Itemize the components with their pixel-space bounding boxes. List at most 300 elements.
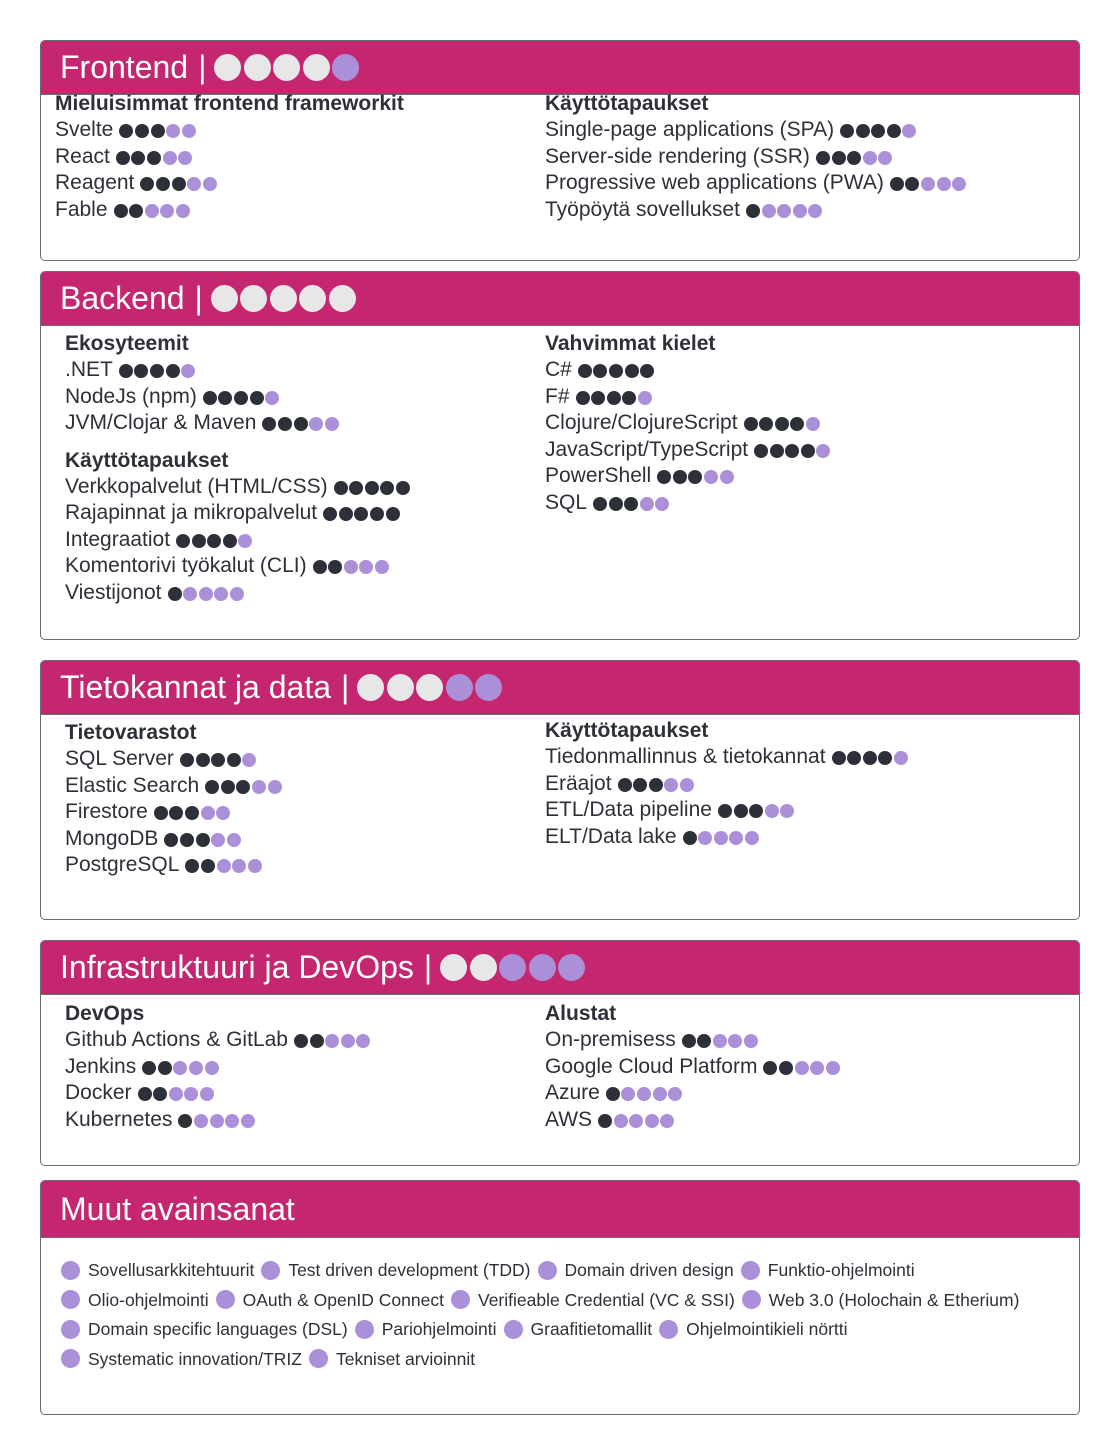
skill-label: On-premisess (545, 1028, 676, 1051)
keyword-bullet-icon (261, 1261, 280, 1280)
rating-dot-empty (863, 151, 877, 165)
rating-dot-filled (754, 444, 768, 458)
skill-item (65, 527, 412, 554)
rating-dot-empty (921, 177, 935, 191)
skill-rating (294, 1034, 372, 1048)
rating-dot-filled (763, 1061, 777, 1075)
rating-dot-filled (185, 859, 199, 873)
rating-dot-filled (169, 806, 183, 820)
keyword-list (61, 1257, 1061, 1375)
keyword-bullet-icon (61, 1261, 80, 1280)
keyword-item (309, 1346, 475, 1372)
skill-rating (138, 1087, 216, 1101)
keyword-bullet-icon (355, 1320, 374, 1339)
rating-dot-filled (294, 417, 308, 431)
rating-dot-filled (299, 285, 326, 312)
card-title: Frontend (60, 49, 189, 85)
skill-rating (142, 1061, 220, 1075)
skill-rating (840, 124, 918, 138)
skill-label: Google Cloud Platform (545, 1054, 758, 1078)
group-title: DevOps (65, 1002, 145, 1025)
rating-dot-empty (816, 444, 830, 458)
rating-dot-filled (863, 751, 877, 765)
rating-dot-empty (637, 1087, 651, 1101)
rating-dot-filled (244, 54, 271, 81)
rating-dot-filled (790, 417, 804, 431)
card-title: Tietokannat ja data (60, 669, 331, 705)
rating-dot-empty (655, 497, 669, 511)
card-header (41, 661, 1079, 715)
column-0 (65, 719, 283, 879)
skill-rating (618, 778, 696, 792)
rating-dot-filled (227, 753, 241, 767)
rating-dot-filled (688, 470, 702, 484)
rating-dot-filled (207, 534, 221, 548)
rating-dot-empty (199, 587, 213, 601)
skill-rating (334, 481, 412, 495)
skill-label: .NET (65, 358, 113, 381)
keyword-item (504, 1316, 653, 1342)
rating-dot-empty (248, 859, 262, 873)
rating-dot-empty (660, 1114, 674, 1128)
skill-item (545, 144, 968, 171)
skill-item (65, 580, 412, 607)
group-title: Käyttötapaukset (545, 719, 709, 742)
rating-dot-empty (173, 1061, 187, 1075)
rating-dot-filled (349, 481, 363, 495)
rating-dot-filled (856, 124, 870, 138)
skill-rating (832, 751, 910, 765)
rating-dot-empty (187, 177, 201, 191)
group-title: Vahvimmat kielet (545, 332, 716, 355)
rating-dot-filled (234, 391, 248, 405)
rating-dot-empty (744, 1034, 758, 1048)
skill-item (65, 799, 283, 826)
rating-dot-filled (598, 1114, 612, 1128)
skill-rating (576, 391, 654, 405)
rating-dot-empty (638, 391, 652, 405)
rating-dot-empty (169, 1087, 183, 1101)
rating-dot-empty (325, 1034, 339, 1048)
rating-dot-filled (270, 285, 297, 312)
keyword-label: Pariohjelmointi (381, 1319, 497, 1339)
skill-rating (754, 444, 832, 458)
rating-dot-filled (273, 54, 300, 81)
column-1 (545, 90, 968, 223)
rating-dot-empty (183, 587, 197, 601)
rating-dot-empty (765, 804, 779, 818)
skill-card-0 (40, 40, 1080, 261)
rating-dot-empty (214, 587, 228, 601)
rating-dot-empty (182, 124, 196, 138)
rating-dot-empty (806, 417, 820, 431)
skill-rating (140, 177, 218, 191)
rating-dot-filled (697, 1034, 711, 1048)
rating-dot-empty (160, 204, 174, 218)
rating-dot-empty (325, 417, 339, 431)
skill-label: Fable (55, 197, 108, 221)
skill-item (65, 1107, 372, 1134)
skill-label: Viestijonot (65, 580, 162, 604)
keyword-label: Tekniset arvioinnit (335, 1348, 476, 1369)
rating-dot-empty (178, 151, 192, 165)
category-rating (357, 674, 505, 701)
rating-dot-empty (225, 1114, 239, 1128)
rating-dot-empty (878, 151, 892, 165)
skill-label: Eräajot (545, 771, 612, 795)
keyword-bullet-icon (61, 1320, 80, 1339)
skill-item (545, 384, 832, 411)
skill-rating (313, 560, 391, 574)
skill-label: ELT/Data lake (545, 824, 677, 848)
skill-item (545, 797, 910, 824)
keyword-bullet-icon (538, 1261, 557, 1280)
rating-dot-filled (129, 204, 143, 218)
group-title: Käyttötapaukset (65, 448, 229, 472)
group-title: Käyttötapaukset (545, 92, 709, 115)
skill-item (55, 197, 404, 224)
skill-rating (114, 204, 192, 218)
rating-dot-empty (704, 470, 718, 484)
rating-dot-filled (622, 391, 636, 405)
skill-rating (890, 177, 968, 191)
rating-dot-empty (332, 54, 359, 81)
skill-label: Server-side rendering (SSR) (545, 144, 810, 168)
keyword-item (61, 1316, 348, 1342)
rating-dot-filled (746, 204, 760, 218)
rating-dot-filled (211, 753, 225, 767)
column-1 (545, 330, 832, 516)
rating-dot-empty (698, 831, 712, 845)
rating-dot-filled (131, 151, 145, 165)
rating-dot-empty (714, 831, 728, 845)
skill-label: JavaScript/TypeScript (545, 437, 749, 461)
skill-rating (763, 1061, 841, 1075)
card-header (41, 41, 1079, 95)
rating-dot-empty (499, 954, 526, 981)
card-title: Muut avainsanat (60, 1190, 295, 1227)
skill-item (55, 144, 404, 171)
skill-item (65, 852, 283, 879)
rating-dot-filled (196, 753, 210, 767)
skill-label: Firestore (65, 800, 148, 823)
title-separator: | (423, 949, 433, 985)
keyword-bullet-icon (742, 1290, 761, 1309)
rating-dot-empty (713, 1034, 727, 1048)
skill-label: AWS (545, 1107, 593, 1131)
rating-dot-filled (578, 364, 592, 378)
keyword-line (61, 1287, 1061, 1317)
card-title: Infrastruktuuri ja DevOps (60, 949, 414, 985)
keyword-item (216, 1287, 444, 1313)
rating-dot-filled (682, 1034, 696, 1048)
rating-dot-filled (154, 806, 168, 820)
skill-card-2 (40, 660, 1080, 920)
rating-dot-filled (593, 497, 607, 511)
rating-dot-filled (278, 417, 292, 431)
skill-rating (593, 497, 671, 511)
skill-rating (718, 804, 796, 818)
rating-dot-filled (339, 507, 353, 521)
keyword-label: Domain driven design (564, 1260, 734, 1280)
rating-dot-filled (387, 674, 414, 701)
rating-dot-empty (728, 1034, 742, 1048)
rating-dot-filled (779, 1061, 793, 1075)
skill-label: SQL (545, 490, 588, 514)
rating-dot-filled (470, 954, 497, 981)
skill-item (545, 410, 832, 437)
rating-dot-filled (262, 417, 276, 431)
rating-dot-filled (119, 364, 133, 378)
rating-dot-filled (142, 1061, 156, 1075)
rating-dot-empty (558, 954, 585, 981)
skill-item (545, 1027, 841, 1054)
skill-label: Github Actions & GitLab (65, 1028, 288, 1051)
skill-label: Clojure/ClojureScript (545, 411, 738, 434)
rating-dot-filled (201, 859, 215, 873)
skill-item (545, 170, 968, 197)
rating-dot-filled (649, 778, 663, 792)
group-gap (65, 437, 412, 447)
keyword-item (538, 1257, 734, 1283)
rating-dot-empty (614, 1114, 628, 1128)
rating-dot-filled (164, 833, 178, 847)
skill-label: Rajapinnat ja mikropalvelut (65, 501, 318, 524)
rating-dot-filled (593, 364, 607, 378)
rating-dot-empty (184, 1087, 198, 1101)
rating-dot-empty (309, 417, 323, 431)
rating-dot-empty (375, 560, 389, 574)
rating-dot-empty (894, 751, 908, 765)
rating-dot-empty (194, 1114, 208, 1128)
rating-dot-filled (221, 780, 235, 794)
rating-dot-empty (268, 780, 282, 794)
rating-dot-filled (250, 391, 264, 405)
rating-dot-filled (323, 507, 337, 521)
skill-label: React (55, 144, 110, 168)
skill-label: Elastic Search (65, 773, 200, 797)
keyword-bullet-icon (451, 1290, 470, 1309)
rating-dot-filled (673, 470, 687, 484)
rating-dot-empty (210, 1114, 224, 1128)
rating-dot-empty (252, 780, 266, 794)
rating-dot-filled (205, 780, 219, 794)
skill-label: PowerShell (545, 464, 652, 487)
category-rating (211, 285, 359, 312)
rating-dot-filled (734, 804, 748, 818)
rating-dot-filled (185, 806, 199, 820)
rating-dot-filled (609, 364, 623, 378)
title-separator: | (194, 280, 203, 316)
keyword-item (355, 1316, 497, 1342)
skill-rating (598, 1114, 676, 1128)
skill-rating (323, 507, 401, 521)
skill-item (65, 357, 412, 384)
skill-item (545, 1107, 841, 1134)
category-rating (214, 54, 362, 81)
keyword-bullet-icon (659, 1320, 678, 1339)
rating-dot-empty (211, 833, 225, 847)
rating-dot-filled (178, 1114, 192, 1128)
skill-item (545, 197, 968, 224)
rating-dot-filled (890, 177, 904, 191)
rating-dot-empty (745, 831, 759, 845)
rating-dot-empty (952, 177, 966, 191)
rating-dot-filled (140, 177, 154, 191)
rating-dot-filled (871, 124, 885, 138)
keyword-item (61, 1287, 209, 1313)
rating-dot-filled (176, 534, 190, 548)
rating-dot-filled (607, 391, 621, 405)
rating-dot-filled (172, 177, 186, 191)
skill-rating (816, 151, 894, 165)
skill-item (55, 117, 404, 144)
keyword-bullet-icon (61, 1349, 80, 1368)
column-0 (65, 1000, 372, 1133)
skill-rating (657, 470, 735, 484)
rating-dot-empty (780, 804, 794, 818)
keyword-label: OAuth & OpenID Connect (242, 1289, 444, 1310)
skill-item (545, 437, 832, 464)
keyword-bullet-icon (216, 1290, 235, 1309)
skill-label: NodeJs (npm) (65, 384, 197, 408)
rating-dot-filled (785, 444, 799, 458)
group-title: Tietovarastot (65, 721, 197, 744)
skill-label: ETL/Data pipeline (545, 798, 712, 821)
rating-dot-filled (114, 204, 128, 218)
keyword-label: Test driven development (TDD) (288, 1260, 531, 1280)
skill-label: F# (545, 384, 570, 408)
card-header (41, 941, 1079, 995)
skill-label: Single-page applications (SPA) (545, 118, 835, 141)
skill-item (545, 490, 832, 517)
skill-label: SQL Server (65, 747, 174, 770)
rating-dot-filled (192, 534, 206, 548)
skill-label: Progressive web applications (PWA) (545, 171, 884, 194)
rating-dot-empty (238, 534, 252, 548)
skill-label: MongoDB (65, 826, 159, 850)
rating-dot-filled (214, 54, 241, 81)
rating-dot-filled (236, 780, 250, 794)
skill-label: Integraatiot (65, 527, 171, 551)
rating-dot-empty (217, 859, 231, 873)
skill-item (545, 824, 910, 851)
rating-dot-filled (134, 364, 148, 378)
rating-dot-filled (847, 751, 861, 765)
rating-dot-filled (365, 481, 379, 495)
skill-item (55, 170, 404, 197)
skill-label: Verkkopalvelut (HTML/CSS) (65, 474, 328, 498)
rating-dot-filled (147, 151, 161, 165)
keyword-bullet-icon (61, 1290, 80, 1309)
rating-dot-filled (744, 417, 758, 431)
keyword-label: Domain specific languages (DSL) (88, 1319, 348, 1339)
rating-dot-filled (683, 831, 697, 845)
rating-dot-filled (749, 804, 763, 818)
keyword-label: Sovellusarkkitehtuurit (88, 1260, 255, 1280)
keyword-item (61, 1346, 302, 1372)
rating-dot-empty (242, 753, 256, 767)
keyword-line (61, 1316, 1061, 1346)
skill-label: PostgreSQL (65, 853, 180, 876)
rating-dot-filled (657, 470, 671, 484)
skill-rating (185, 859, 263, 873)
rating-dot-filled (150, 364, 164, 378)
keyword-label: Ohjelmointikieli nörtti (686, 1319, 848, 1339)
rating-dot-empty (810, 1061, 824, 1075)
skill-item (545, 117, 968, 144)
rating-dot-filled (328, 560, 342, 574)
skill-label: Svelte (55, 118, 114, 141)
keyword-item (261, 1257, 530, 1283)
title-separator: | (198, 49, 207, 85)
rating-dot-filled (718, 804, 732, 818)
category-rating (440, 954, 588, 981)
skill-item (65, 553, 412, 580)
skill-rating (119, 364, 197, 378)
skill-item (545, 463, 832, 490)
skill-card-3 (40, 940, 1080, 1166)
rating-dot-empty (241, 1114, 255, 1128)
rating-dot-empty (232, 859, 246, 873)
rating-dot-empty (668, 1087, 682, 1101)
rating-dot-filled (591, 391, 605, 405)
skill-rating (164, 833, 242, 847)
skill-item (545, 1054, 841, 1081)
keyword-bullet-icon (309, 1349, 328, 1368)
rating-dot-empty (446, 674, 473, 701)
skill-rating (168, 587, 246, 601)
skill-item (65, 773, 283, 800)
keyword-label: Olio-ohjelmointi (88, 1289, 209, 1310)
rating-dot-empty (205, 1061, 219, 1075)
rating-dot-filled (801, 444, 815, 458)
skill-item (65, 410, 412, 437)
rating-dot-filled (832, 151, 846, 165)
skill-item (545, 1080, 841, 1107)
rating-dot-filled (156, 177, 170, 191)
keyword-item (741, 1257, 915, 1283)
rating-dot-empty (216, 806, 230, 820)
skill-rating (205, 780, 283, 794)
keyword-item (451, 1287, 735, 1313)
rating-dot-empty (176, 204, 190, 218)
skill-rating (176, 534, 254, 548)
skill-label: Komentorivi työkalut (CLI) (65, 554, 307, 577)
group-title: Alustat (545, 1002, 617, 1025)
rating-dot-filled (303, 54, 330, 81)
rating-dot-filled (618, 778, 632, 792)
rating-dot-filled (775, 417, 789, 431)
column-0 (55, 90, 404, 223)
skill-rating (119, 124, 197, 138)
rating-dot-filled (606, 1087, 620, 1101)
rating-dot-filled (357, 674, 384, 701)
rating-dot-empty (359, 560, 373, 574)
skill-label: Jenkins (65, 1054, 137, 1078)
skill-rating (744, 417, 822, 431)
rating-dot-filled (770, 444, 784, 458)
skill-item (545, 357, 832, 384)
rating-dot-filled (310, 1034, 324, 1048)
rating-dot-empty (341, 1034, 355, 1048)
rating-dot-empty (762, 204, 776, 218)
rating-dot-empty (653, 1087, 667, 1101)
column-1 (545, 1000, 841, 1133)
skill-item (545, 771, 910, 798)
rating-dot-empty (826, 1061, 840, 1075)
skill-label: Kubernetes (65, 1107, 173, 1131)
